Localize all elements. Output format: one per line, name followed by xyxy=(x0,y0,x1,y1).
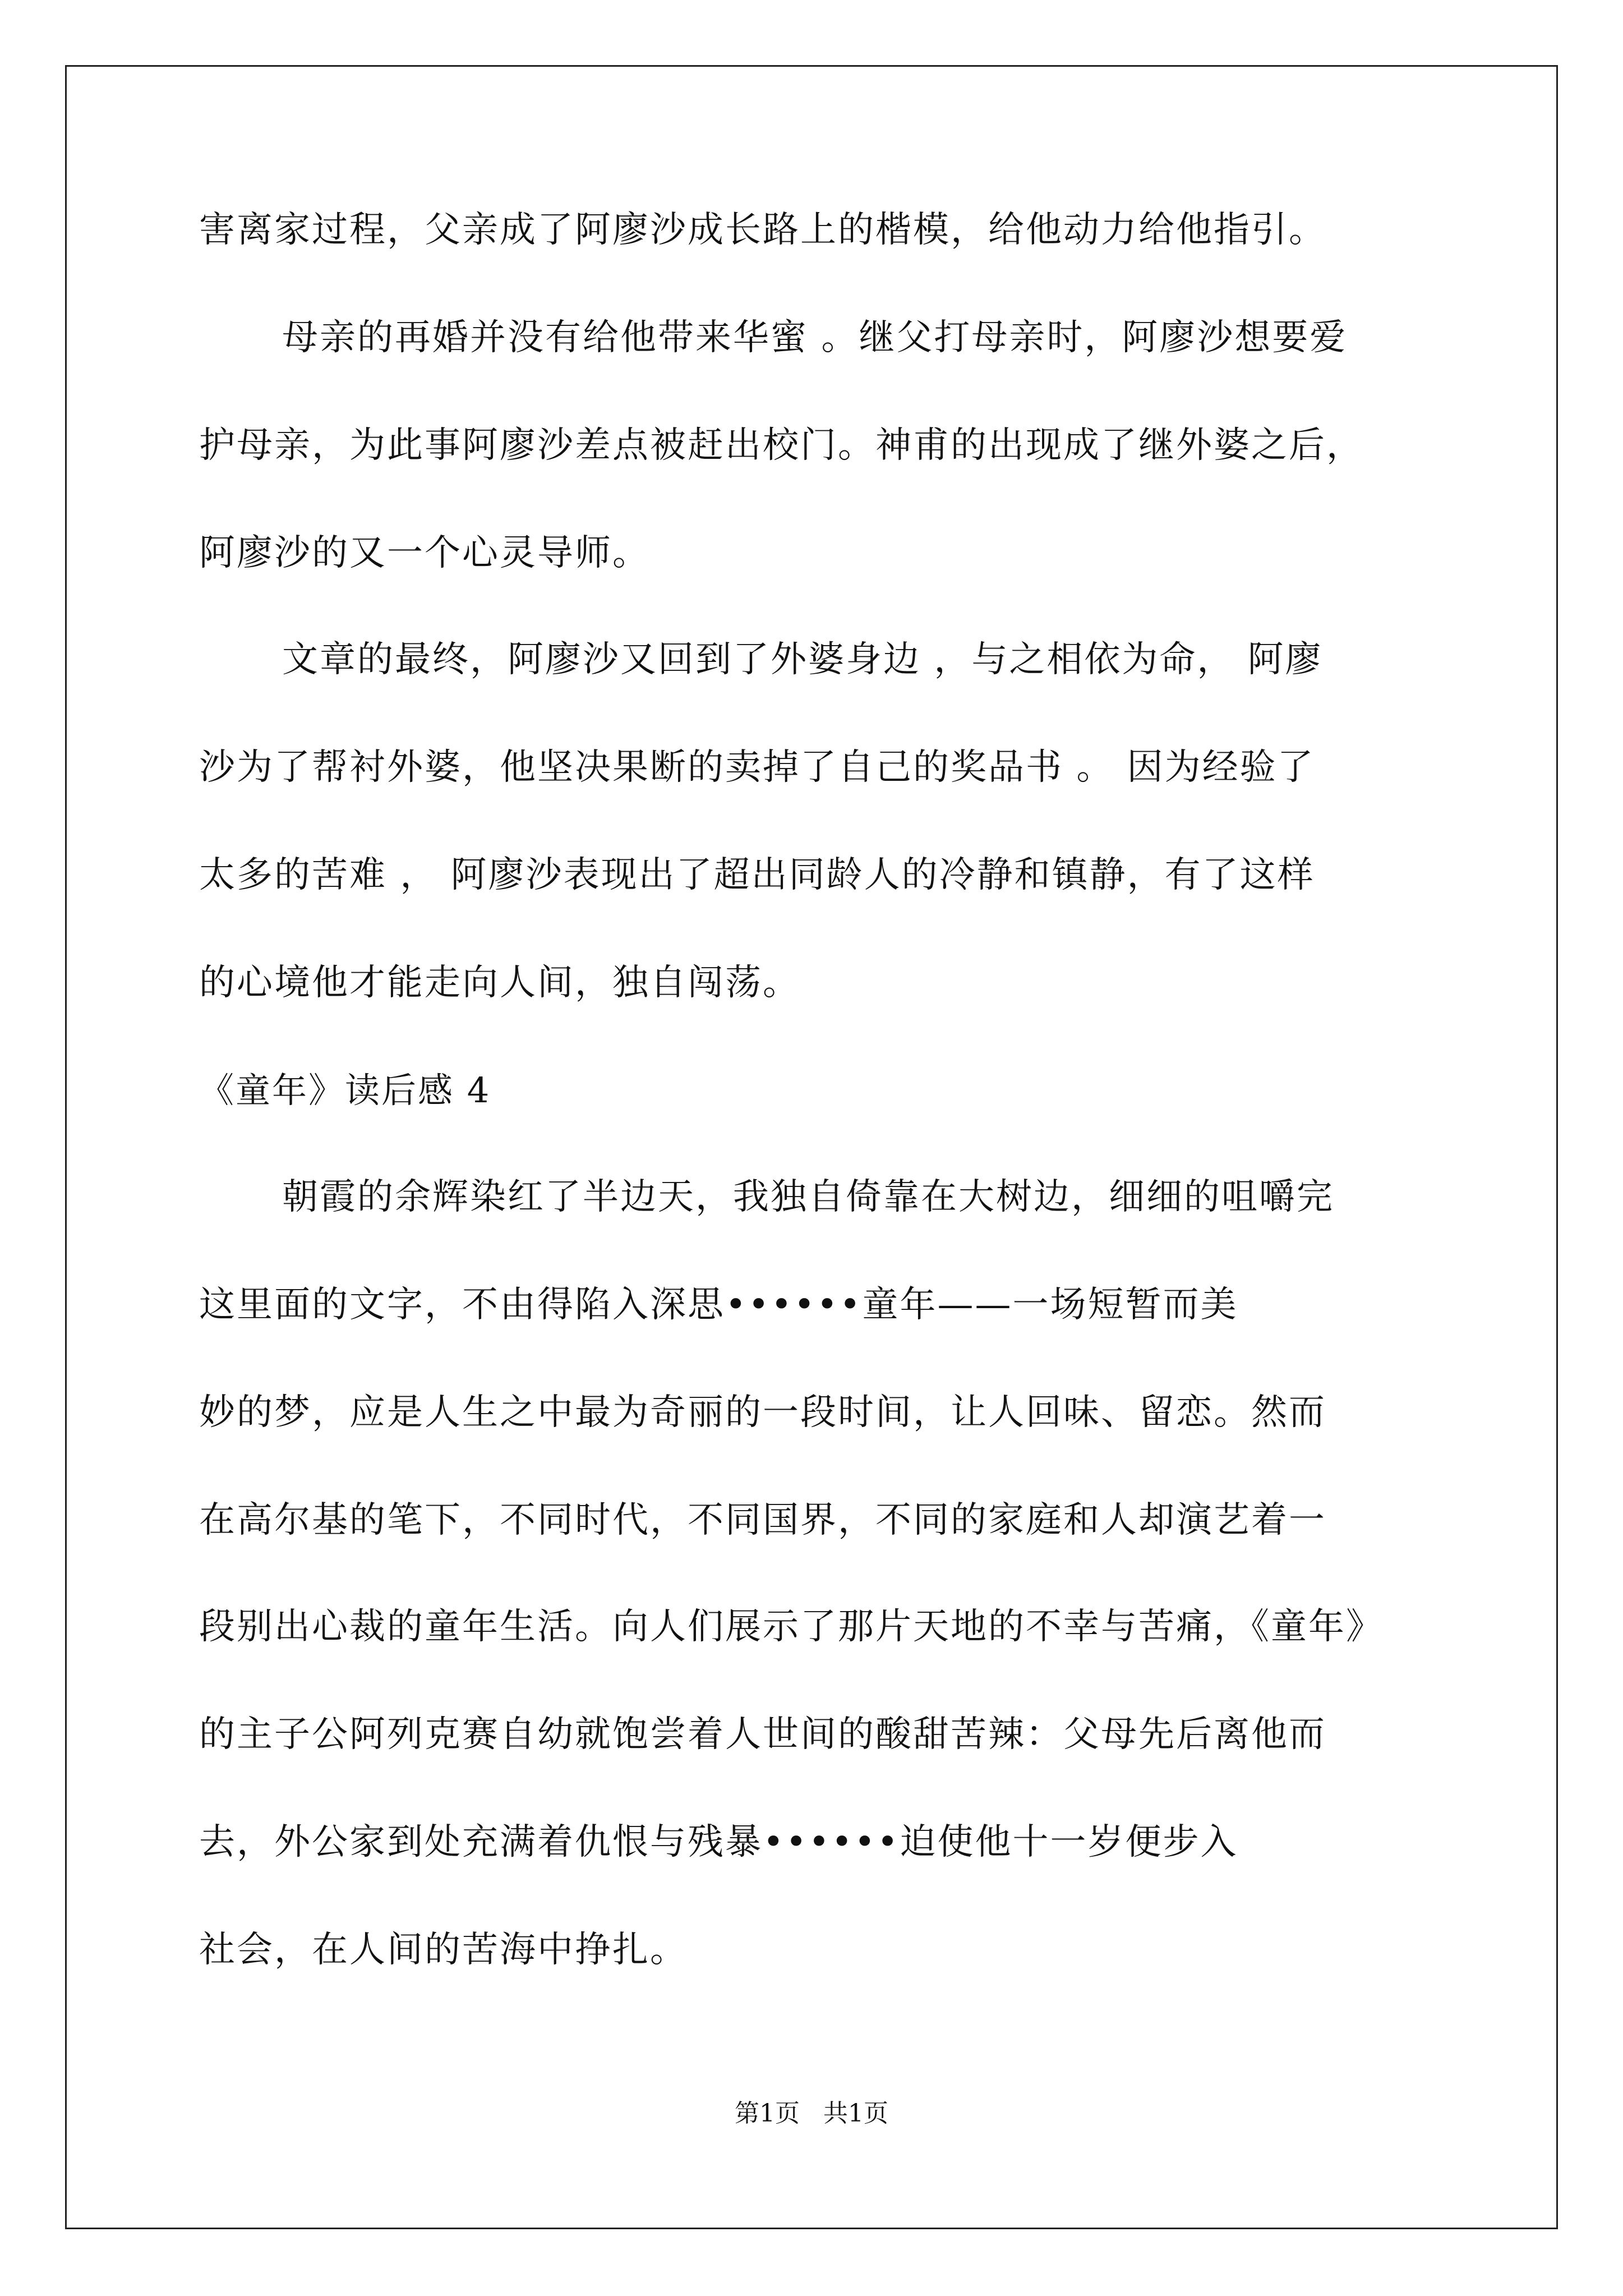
page-number-footer: 第1页 共1页 xyxy=(735,2099,888,2128)
text-line: 母亲的再婚并没有给他带来华蜜 。继父打母亲时，阿廖沙想要爱 xyxy=(282,317,1348,358)
text-line: 段别出心裁的童年生活。向人们展示了那片天地的不幸与苦痛，《童年》 xyxy=(199,1606,1384,1648)
text-line: 沙为了帮衬外婆，他坚决果断的卖掉了自己的奖品书 。 因为经验了 xyxy=(199,747,1315,788)
text-line: 护母亲，为此事阿廖沙差点被赶出校门。神甫的出现成了继外婆之后， xyxy=(199,425,1364,466)
text-line: 的主子公阿列克赛自幼就饱尝着人世间的酸甜苦辣：父母先后离他而 xyxy=(199,1714,1326,1755)
text-line: 文章的最终，阿廖沙又回到了外婆身边 ，与之相依为命， 阿廖 xyxy=(282,639,1323,680)
text-line: 社会，在人间的苦海中挣扎。 xyxy=(199,1929,688,1971)
text-line: 妙的梦，应是人生之中最为奇丽的一段时间，让人回味、留恋。然而 xyxy=(199,1392,1326,1433)
text-line: 太多的苦难 ， 阿廖沙表现出了超出同龄人的冷静和镇静，有了这样 xyxy=(199,854,1315,896)
text-line: 害离家过程，父亲成了阿廖沙成长路上的楷模，给他动力给他指引。 xyxy=(199,209,1326,251)
text-line: 这里面的文字，不由得陷入深思••••••童年——一场短暂而美 xyxy=(199,1284,1238,1326)
page-border xyxy=(65,65,1558,2229)
section-heading: 《童年》读后感 4 xyxy=(199,1070,491,1111)
text-line: 阿廖沙的又一个心灵导师。 xyxy=(199,532,650,574)
text-line: 朝霞的余辉染红了半边天，我独自倚靠在大树边，细细的咀嚼完 xyxy=(282,1176,1334,1218)
text-line: 的心境他才能走向人间，独自闯荡。 xyxy=(199,962,800,1004)
text-line: 去，外公家到处充满着仇恨与残暴••••••迫使他十一岁便步入 xyxy=(199,1821,1238,1863)
text-line: 在高尔基的笔下，不同时代，不同国界，不同的家庭和人却演艺着一 xyxy=(199,1499,1326,1541)
